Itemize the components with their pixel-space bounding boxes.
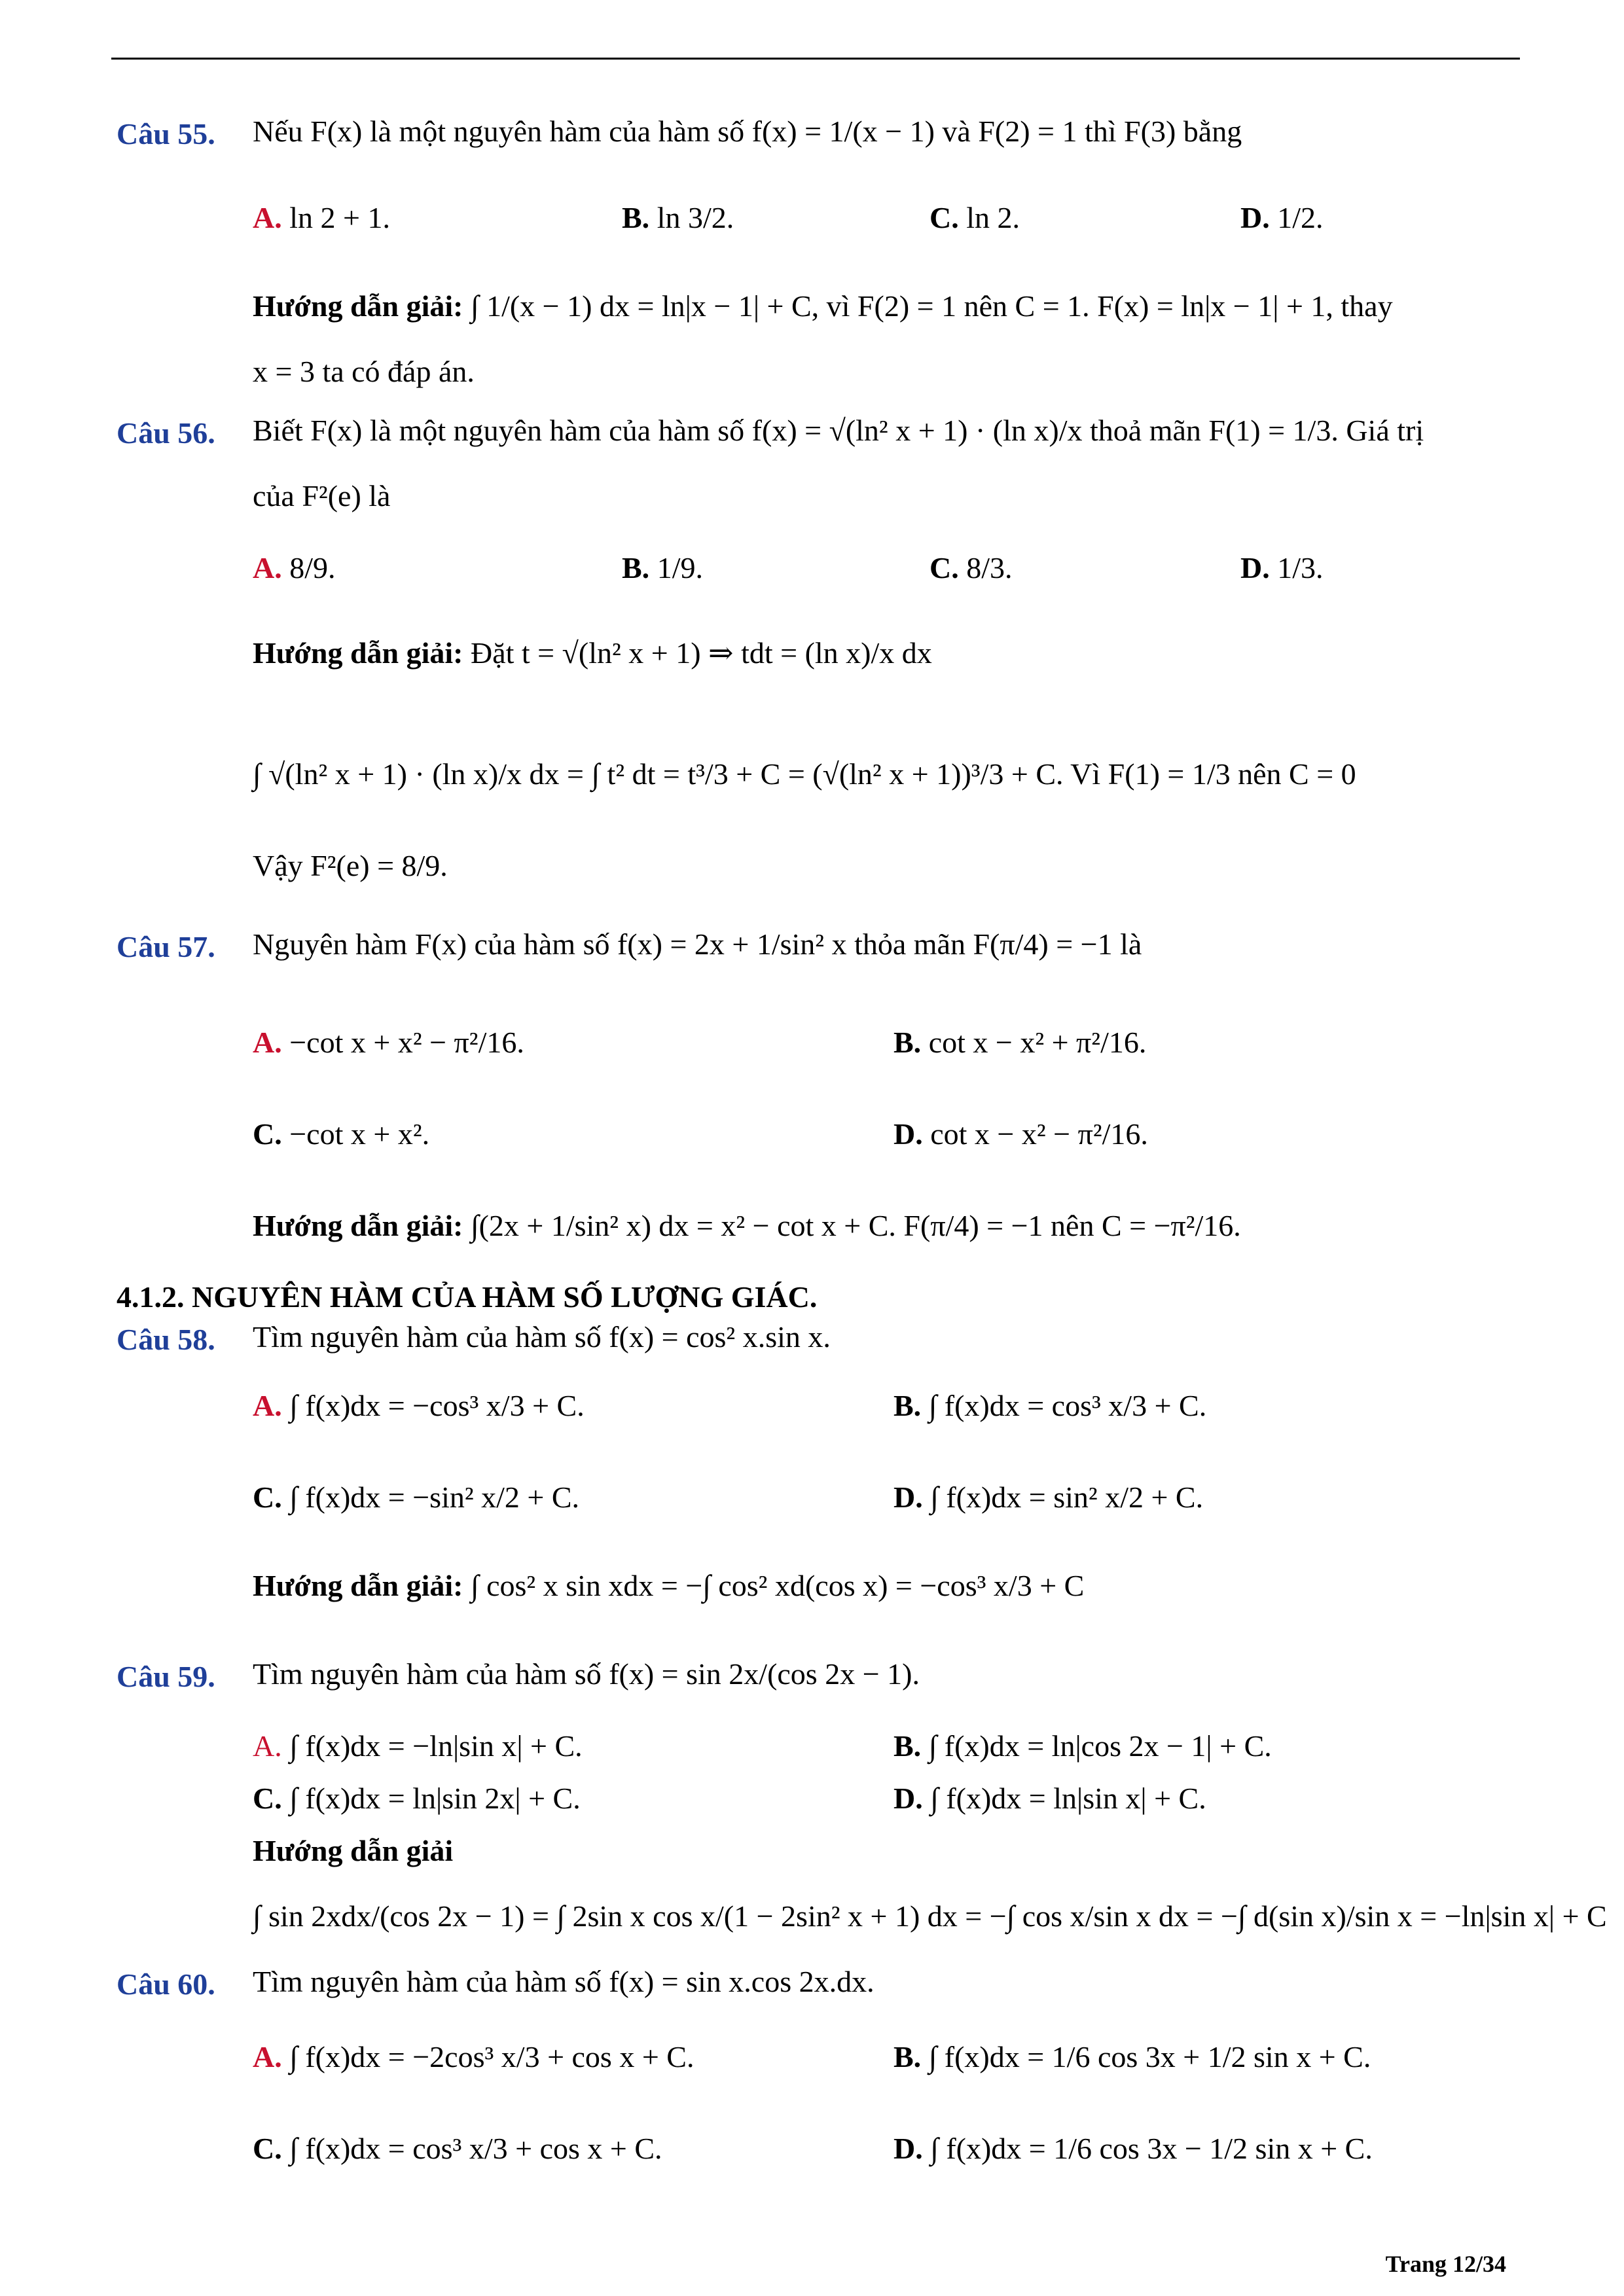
option-b[interactable]: B. cot x − x² + π²/16. — [893, 1026, 1147, 1059]
option-b[interactable]: B. ln 3/2. — [622, 201, 734, 234]
solution-line: Hướng dẫn giải: ∫ 1/(x − 1) dx = ln|x − 1| + C, vì F(2) = 1 nên C = 1. F(x) = ln|x − 1| + 1, thay — [253, 289, 1393, 323]
option-b[interactable]: B. ∫ f(x)dx = ln|cos 2x − 1| + C. — [893, 1729, 1272, 1763]
option-a[interactable]: A. ln 2 + 1. — [253, 201, 390, 234]
option-b[interactable]: B. ∫ f(x)dx = cos³ x/3 + C. — [893, 1389, 1207, 1422]
option-d[interactable]: D. ∫ f(x)dx = sin² x/2 + C. — [893, 1480, 1204, 1514]
option-d[interactable]: D. cot x − x² − π²/16. — [893, 1117, 1148, 1151]
solution-line: Hướng dẫn giải: ∫(2x + 1/sin² x) dx = x² − cot x + C. F(π/4) = −1 nên C = −π²/16. — [253, 1209, 1241, 1242]
option-a[interactable]: A. 8/9. — [253, 551, 336, 584]
question-stem: Nếu F(x) là một nguyên hàm của hàm số f(x) = 1/(x − 1) và F(2) = 1 thì F(3) bằng — [253, 115, 1242, 148]
solution-label: Hướng dẫn giải — [253, 1834, 454, 1867]
option-a[interactable]: A. ∫ f(x)dx = −ln|sin x| + C. — [253, 1729, 583, 1763]
solution-line: x = 3 ta có đáp án. — [253, 355, 475, 388]
question-stem: Nguyên hàm F(x) của hàm số f(x) = 2x + 1/sin² x thỏa mãn F(π/4) = −1 là — [253, 927, 1142, 961]
question-stem: Tìm nguyên hàm của hàm số f(x) = cos² x.sin x. — [253, 1320, 831, 1354]
option-c[interactable]: C. −cot x + x². — [253, 1117, 430, 1151]
solution-line: Hướng dẫn giải: ∫ cos² x sin xdx = −∫ cos² xd(cos x) = −cos³ x/3 + C — [253, 1569, 1085, 1602]
option-c[interactable]: C. ∫ f(x)dx = ln|sin 2x| + C. — [253, 1782, 581, 1815]
question-stem: Tìm nguyên hàm của hàm số f(x) = sin x.cos 2x.dx. — [253, 1965, 875, 1998]
option-d[interactable]: D. ∫ f(x)dx = ln|sin x| + C. — [893, 1782, 1206, 1815]
option-a[interactable]: A. ∫ f(x)dx = −2cos³ x/3 + cos x + C. — [253, 2040, 695, 2073]
option-c[interactable]: C. ∫ f(x)dx = −sin² x/2 + C. — [253, 1480, 580, 1514]
question-stem-cont: của F²(e) là — [253, 479, 391, 512]
section-heading: 4.1.2. NGUYÊN HÀM CỦA HÀM SỐ LƯỢNG GIÁC. — [117, 1280, 818, 1314]
option-c[interactable]: C. ln 2. — [929, 201, 1020, 234]
question-label: Câu 58. — [117, 1323, 215, 1356]
question-label: Câu 57. — [117, 930, 215, 963]
question-stem: Tìm nguyên hàm của hàm số f(x) = sin 2x/(cos 2x − 1). — [253, 1657, 920, 1691]
solution-line: ∫ √(ln² x + 1) · (ln x)/x dx = ∫ t² dt = t³/3 + C = (√(ln² x + 1))³/3 + C. Vì F(1) = 1/3 nên C = 0 — [253, 757, 1356, 791]
top-rule — [111, 58, 1520, 60]
option-d[interactable]: D. 1/3. — [1240, 551, 1324, 584]
option-c[interactable]: C. 8/3. — [929, 551, 1013, 584]
option-d[interactable]: D. ∫ f(x)dx = 1/6 cos 3x − 1/2 sin x + C. — [893, 2132, 1373, 2165]
question-label: Câu 59. — [117, 1660, 215, 1693]
option-d[interactable]: D. 1/2. — [1240, 201, 1324, 234]
option-a[interactable]: A. ∫ f(x)dx = −cos³ x/3 + C. — [253, 1389, 585, 1422]
option-b[interactable]: B. ∫ f(x)dx = 1/6 cos 3x + 1/2 sin x + C. — [893, 2040, 1371, 2073]
option-c[interactable]: C. ∫ f(x)dx = cos³ x/3 + cos x + C. — [253, 2132, 662, 2165]
solution-line: ∫ sin 2xdx/(cos 2x − 1) = ∫ 2sin x cos x/(1 − 2sin² x + 1) dx = −∫ cos x/sin x dx = −∫ d(sin x)/sin x = −ln|sin x| + C — [253, 1899, 1607, 1933]
page-number: Trang 12/34 — [1385, 2251, 1506, 2277]
option-b[interactable]: B. 1/9. — [622, 551, 703, 584]
question-label: Câu 56. — [117, 416, 215, 450]
solution-line: Vậy F²(e) = 8/9. — [253, 849, 448, 882]
solution-line: Hướng dẫn giải: Đặt t = √(ln² x + 1) ⇒ tdt = (ln x)/x dx — [253, 636, 932, 670]
question-stem: Biết F(x) là một nguyên hàm của hàm số f(x) = √(ln² x + 1) · (ln x)/x thoả mãn F(1) = 1/3. Giá trị — [253, 414, 1424, 447]
option-a[interactable]: A. −cot x + x² − π²/16. — [253, 1026, 524, 1059]
question-label: Câu 55. — [117, 117, 215, 151]
question-label: Câu 60. — [117, 1967, 215, 2001]
